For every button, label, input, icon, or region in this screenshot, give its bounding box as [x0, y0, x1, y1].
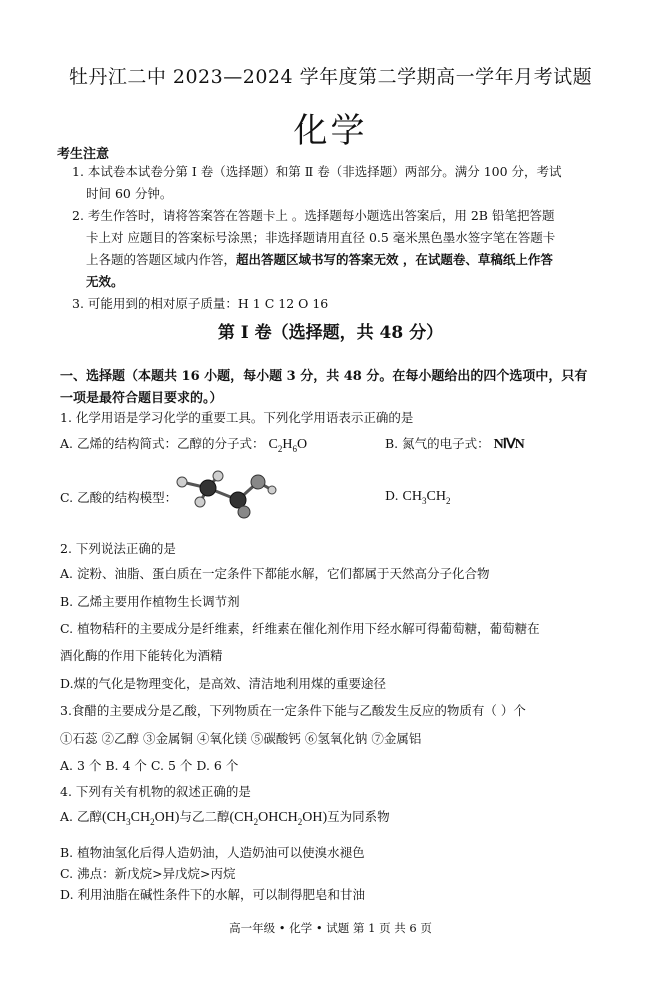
- q1-b-text: B. 氮气的电子式：: [385, 436, 490, 451]
- q4-a-formula-1: $(CH_3CH_2OH)$: [101, 810, 180, 827]
- notice-item-2-normal: 上各题的答题区域内作答，: [86, 252, 237, 267]
- acetic-acid-ball-model: [160, 468, 280, 520]
- q1-a-formula: $C_2H_6O$: [268, 437, 308, 454]
- part-heading-cont: 一项是最符合题目要求的。）: [60, 391, 223, 406]
- notice-item-3: 3. 可能用到的相对原子质量：H 1 C 12 O 16: [72, 296, 329, 311]
- q4-option-b: B. 植物油氢化后得人造奶油，人造奶油可以使溴水褪色: [60, 845, 365, 860]
- q1-stem: 1. 化学用语是学习化学的重要工具。下列化学用语表示正确的是: [60, 410, 414, 425]
- q4-stem: 4. 下列有关有机物的叙述正确的是: [60, 784, 251, 799]
- notice-item-1-cont: 时间 60 分钟。: [86, 186, 173, 201]
- notice-item-2-end: 无效。: [86, 274, 124, 289]
- q4-option-c: C. 沸点：新戊烷>异戊烷>丙烷: [60, 866, 236, 881]
- page-footer: 高一年级 • 化学 • 试题 第 1 页 共 6 页: [229, 921, 432, 935]
- q3-stem: 3.食醋的主要成分是乙酸，下列物质在一定条件下能与乙酸发生反应的物质有（ ）个: [60, 703, 526, 718]
- q2-stem: 2. 下列说法正确的是: [60, 541, 176, 556]
- q2-option-d: D.煤的气化是物理变化，是高效、清洁地利用煤的重要途径: [60, 676, 387, 691]
- q1-d-text: D.: [385, 488, 399, 503]
- q4-a-mid: 与乙二醇: [179, 809, 230, 824]
- q1-option-c: C. 乙酸的结构模型：: [60, 490, 178, 505]
- q1-d-formula: $CH_3CH_2$: [402, 489, 451, 506]
- exam-title: 牡丹江二中 2023—2024 学年度第二学期高一学年月考试题: [68, 66, 593, 88]
- q3-items: ①石蕊 ②乙醇 ③金属铜 ④氧化镁 ⑤碳酸钙 ⑥氢氧化钠 ⑦金属铝: [60, 731, 422, 746]
- notice-item-2-cont2: [86, 249, 553, 271]
- q1-b-formula: NⅣN: [493, 437, 524, 452]
- notice-item-2-cont: 卡上对 应题目的答案标号涂黑；非选择题请用直径 0.5 毫米黑色墨水签字笔在答题卡: [86, 230, 556, 245]
- q4-option-d: D. 利用油脂在碱性条件下的水解，可以制得肥皂和甘油: [60, 887, 366, 902]
- notice-item-2-bold: 超出答题区域书写的答案无效 ，在试题卷、草稿纸上作答: [236, 252, 553, 267]
- q1-a-text: A. 乙烯的结构简式：乙醇的分子式：: [60, 436, 265, 451]
- q4-a-post: 互为同系物: [327, 809, 390, 824]
- q4-option-a: [60, 807, 390, 827]
- q4-a-formula-2: $(CH_2OHCH_2OH)$: [229, 810, 328, 827]
- section-title: 第 Ⅰ 卷（选择题，共 48 分）: [217, 323, 444, 343]
- part-heading: 一、选择题（本题共 16 小题，每小题 3 分，共 48 分。在每小题给出的四个选项中，只有: [60, 369, 588, 384]
- q1-option-a: [60, 434, 307, 454]
- notice-item-1: 1. 本试卷本试卷分第 Ⅰ 卷（选择题）和第 Ⅱ 卷（非选择题）两部分。满分 100 分，考试: [72, 164, 562, 179]
- notice-item-2: 2. 考生作答时，请将答案答在答题卡上 。选择题每小题选出答案后，用 2B 铅笔把答题: [72, 208, 555, 223]
- q4-a-pre: A. 乙醇: [60, 809, 102, 824]
- q3-options: A. 3 个 B. 4 个 C. 5 个 D. 6 个: [60, 758, 239, 773]
- q2-option-a: A. 淀粉、油脂、蛋白质在一定条件下都能水解，它们都属于天然高分子化合物: [60, 566, 490, 581]
- q1-option-d: [385, 488, 450, 506]
- q2-option-b: B. 乙烯主要用作植物生长调节剂: [60, 594, 240, 609]
- q1-option-b: [385, 434, 524, 453]
- q2-option-c: C. 植物秸秆的主要成分是纤维素，纤维素在催化剂作用下经水解可得葡萄糖，葡萄糖在: [60, 621, 540, 636]
- subject-title: 化学: [293, 111, 368, 151]
- q2-option-c-cont: 酒化酶的作用下能转化为酒精: [60, 648, 223, 663]
- notice-heading: 考生注意: [57, 147, 110, 162]
